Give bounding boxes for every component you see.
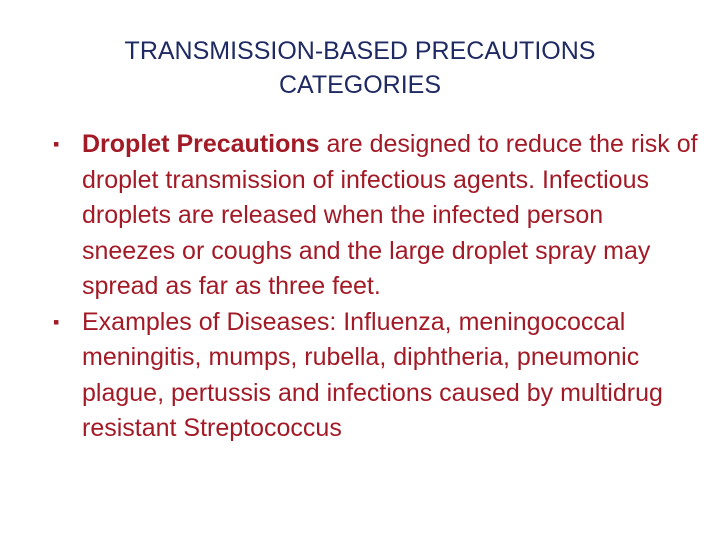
title-line-2: CATEGORIES bbox=[278, 71, 442, 99]
square-bullet-icon: ▪ bbox=[53, 311, 60, 332]
bullet-disease-examples bbox=[50, 305, 700, 447]
bullet-text: are designed to reduce the risk of droplet transmission of infectious agents. Infectious droplets are released when the infected person sneezes or coughs and the large droplet spray may spread as far as three feet. bbox=[82, 130, 698, 300]
square-bullet-icon: ▪ bbox=[53, 134, 60, 154]
slide-title bbox=[0, 34, 720, 102]
bullet-list bbox=[50, 127, 700, 447]
title-line-1: TRANSMISSION-BASED PRECAUTIONS bbox=[124, 37, 596, 65]
bullet-heading: Droplet Precautions bbox=[82, 130, 320, 158]
bullet-droplet-precautions bbox=[50, 127, 700, 305]
bullet-text: Examples of Diseases: Influenza, meningococcal meningitis, mumps, rubella, diphtheria, pneumonic plague, pertussis and infections caused by multidrug resistant Streptococcus bbox=[82, 307, 663, 442]
